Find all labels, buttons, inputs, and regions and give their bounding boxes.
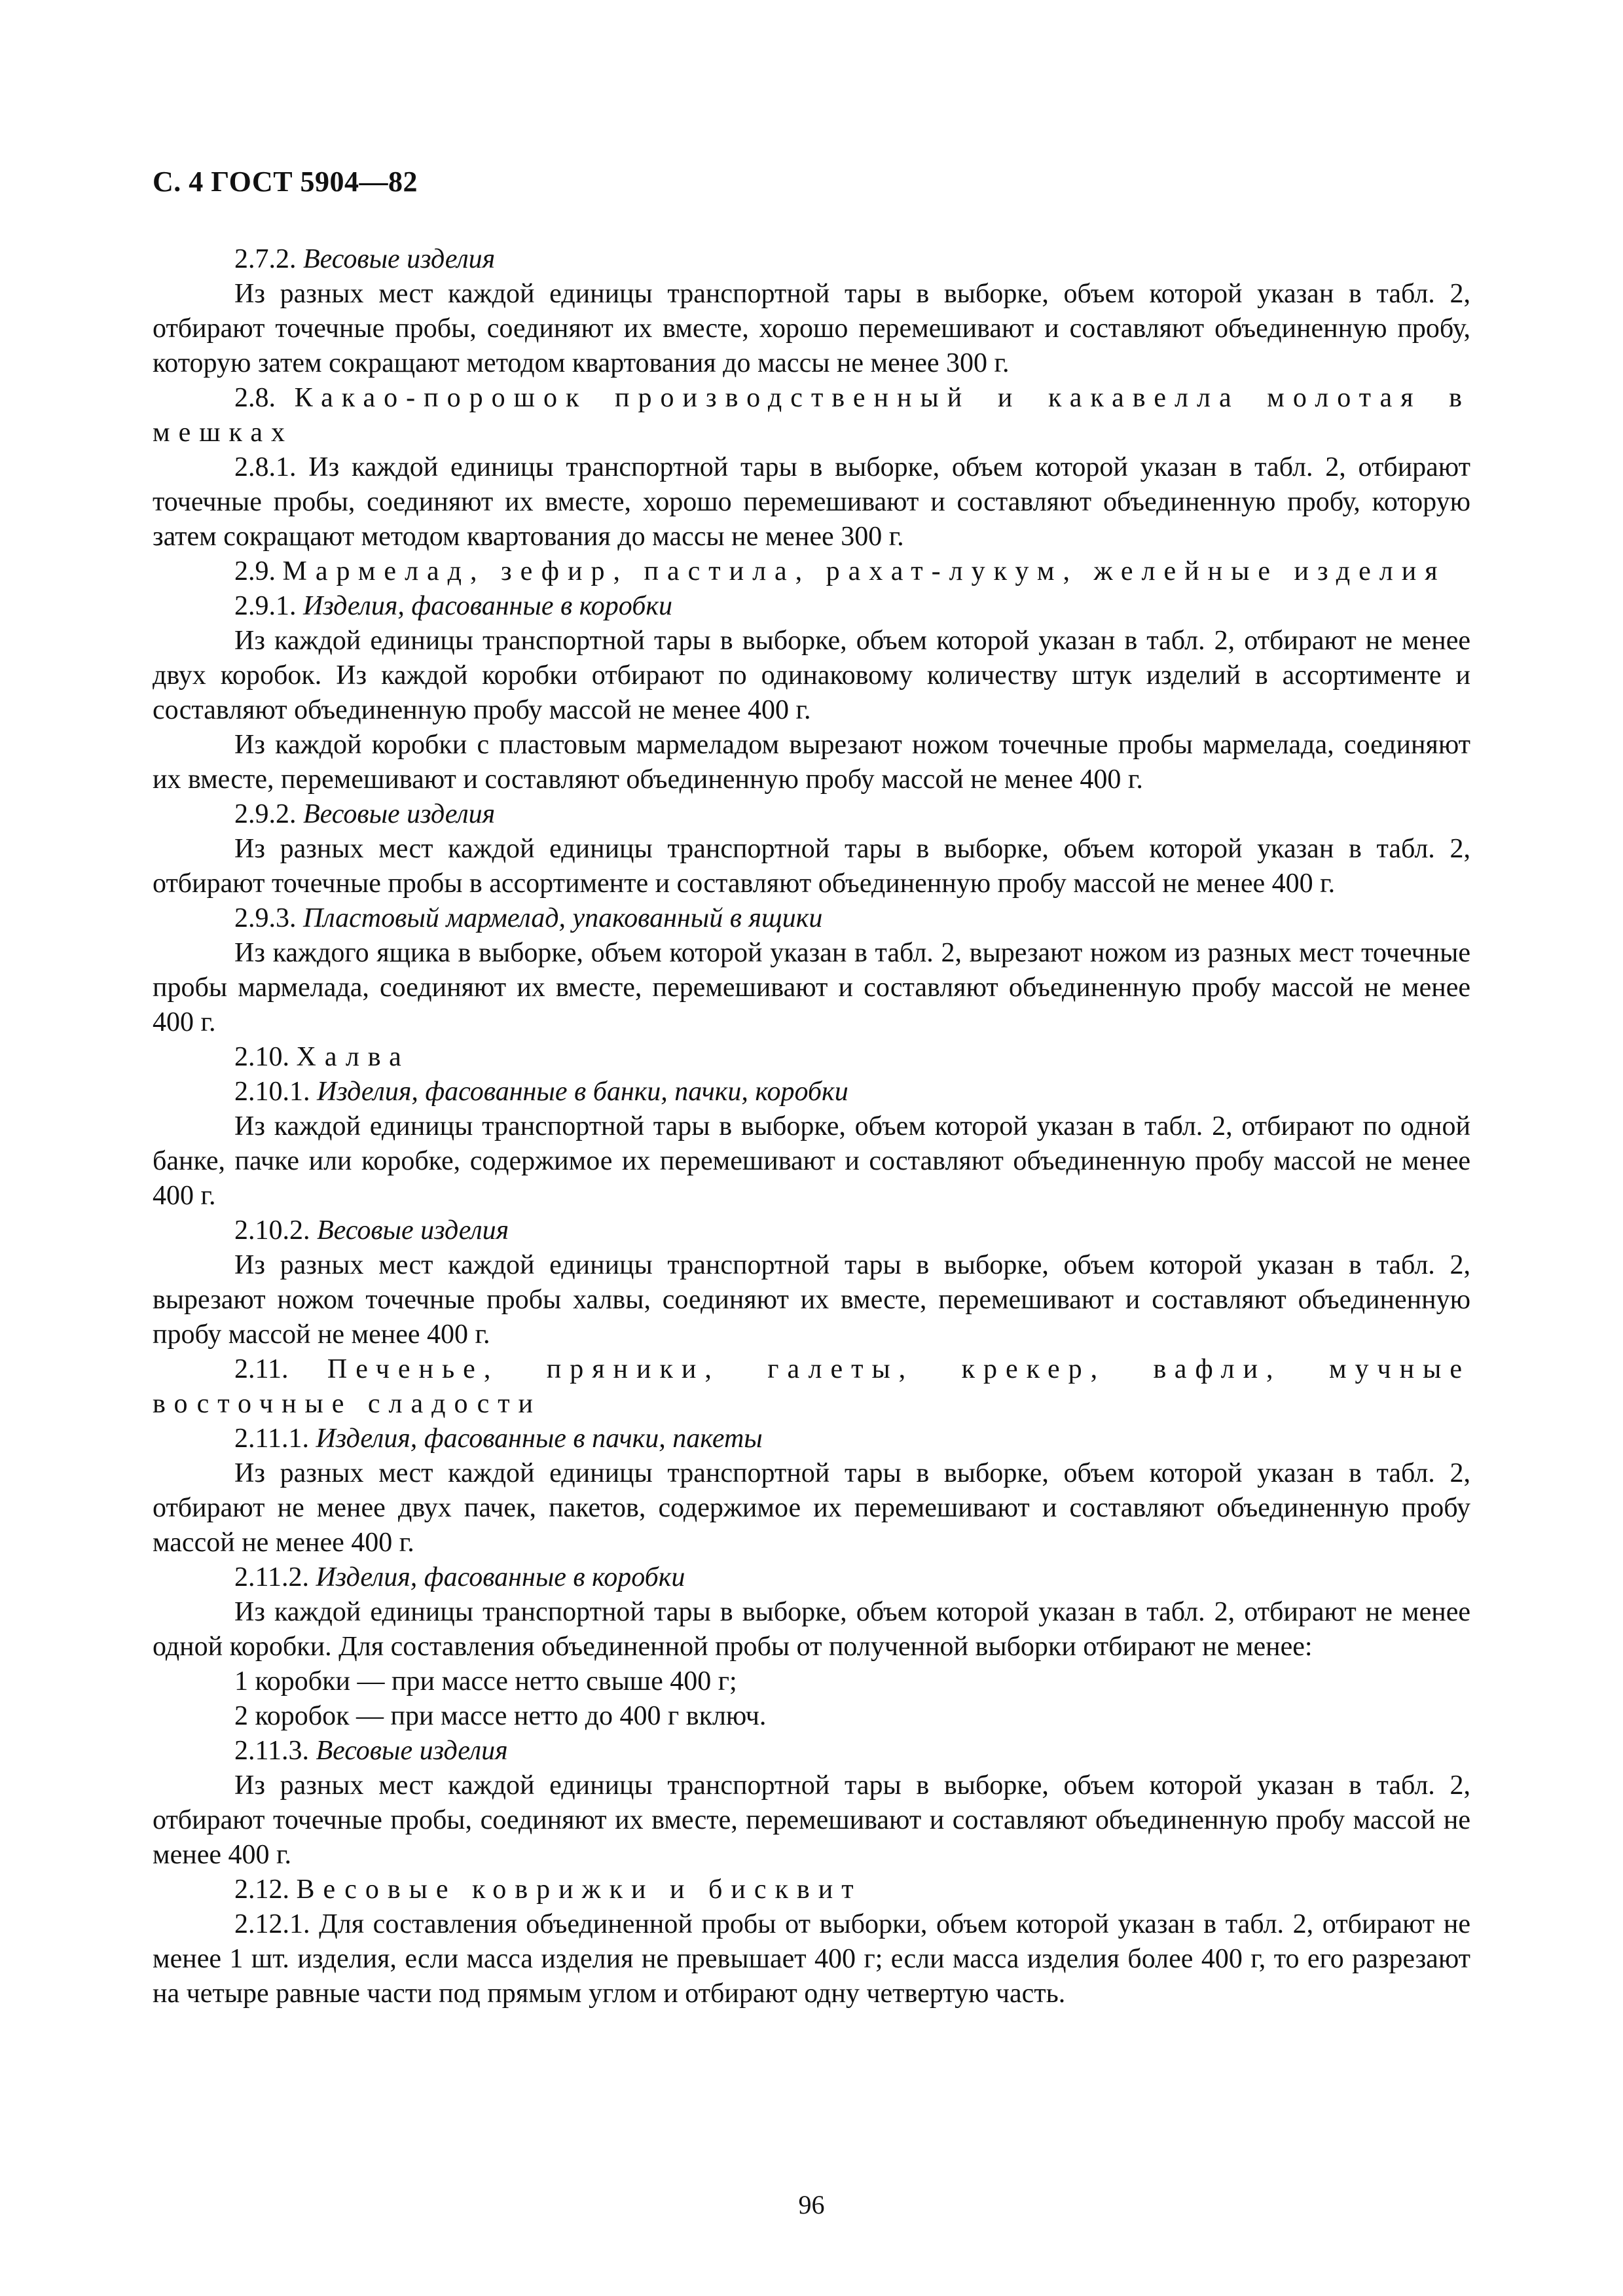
subsection-heading — [153, 589, 1470, 624]
page-number: 96 — [798, 2190, 825, 2219]
body-paragraph: Из разных мест каждой единицы транспортной тары в выборке, объем которой указан в табл. 2, вырезают ножом точечные пробы халвы, соединяют их вместе, перемешивают и составляют объединенную пробу массой не менее 400 г. — [153, 1250, 1470, 1350]
body-paragraph: Из каждой коробки с пластовым мармеладом вырезают ножом точечные пробы мармелада, соединяют их вместе, перемешивают и составляют объединенную пробу массой не менее 400 г. — [153, 730, 1470, 795]
page-header: С. 4 ГОСТ 5904—82 — [153, 166, 418, 198]
section-number: 2.9.2. — [234, 799, 297, 829]
section-title: Изделия, фасованные в пачки, пакеты — [316, 1424, 763, 1454]
section-title: Печенье, пряники, галеты, крекер, вафли, мучные восточные сладости — [153, 1354, 1470, 1419]
section-number: 2.9. — [234, 556, 276, 586]
body-paragraph: Из каждого ящика в выборке, объем которой указан в табл. 2, вырезают ножом из разных мест точечные пробы мармелада, соединяют их вместе, перемешивают и составляют объединенную пробу массой не менее 400 г. — [153, 938, 1470, 1037]
section-number: 2.10.2. — [234, 1215, 310, 1246]
subsection-heading — [153, 797, 1470, 832]
section-number: 2.9.3. — [234, 903, 297, 933]
section-number: 2.10. — [234, 1042, 289, 1072]
body-paragraph: Из разных мест каждой единицы транспортной тары в выборке, объем которой указан в табл. 2, отбирают точечные пробы, соединяют их вместе, перемешивают и составляют объединенную пробу массой не менее 400 г. — [153, 1770, 1470, 1870]
section-title: Весовые коврижки и бисквит — [296, 1874, 862, 1905]
section-number: 2.12. — [234, 1874, 289, 1905]
section-title: Какао-порошок производственный и какавелла молотая в мешках — [153, 383, 1471, 448]
section-number: 2.9.1. — [234, 591, 297, 621]
section-heading — [153, 1352, 1470, 1422]
section-title: Весовые изделия — [316, 1736, 508, 1766]
body-paragraph: 2.8.1. Из каждой единицы транспортной тары в выборке, объем которой указан в табл. 2, отбирают точечные пробы, соединяют их вместе, хорошо перемешивают и составляют объединенную пробу, которую затем сокращают методом квартования до массы не менее 300 г. — [153, 452, 1470, 552]
body-paragraph: Из разных мест каждой единицы транспортной тары в выборке, объем которой указан в табл. 2, отбирают не менее двух пачек, пакетов, содержимое их перемешивают и составляют объединенную пробу массой не менее 400 г. — [153, 1458, 1470, 1558]
subsection-heading — [153, 242, 1470, 277]
section-number: 2.10.1. — [234, 1077, 310, 1107]
subsection-heading — [153, 901, 1470, 936]
section-heading — [153, 1040, 1470, 1075]
section-number: 2.11. — [234, 1354, 289, 1384]
body-paragraph: Из каждой единицы транспортной тары в выборке, объем которой указан в табл. 2, отбирают не менее одной коробки. Для составления объединенной пробы от полученной выборки отбирают не менее: — [153, 1597, 1470, 1662]
body-paragraph: Из разных мест каждой единицы транспортной тары в выборке, объем которой указан в табл. 2, отбирают точечные пробы в ассортименте и составляют объединенную пробу массой не менее 400 г. — [153, 834, 1470, 899]
section-number: 2.11.2. — [234, 1562, 309, 1592]
document-body — [153, 242, 1470, 2011]
section-number: 2.11.1. — [234, 1424, 309, 1454]
section-title: Весовые изделия — [303, 244, 496, 274]
section-number: 2.8. — [234, 383, 276, 413]
section-title: Весовые изделия — [317, 1215, 509, 1246]
section-title: Халва — [296, 1042, 410, 1072]
subsection-heading — [153, 1560, 1470, 1595]
section-title: Изделия, фасованные в банки, пачки, коробки — [317, 1077, 848, 1107]
section-title: Изделия, фасованные в коробки — [316, 1562, 685, 1592]
body-paragraph: 1 коробки — при массе нетто свыше 400 г; — [234, 1666, 737, 1696]
subsection-heading — [153, 1075, 1470, 1109]
body-paragraph: 2 коробок — при массе нетто до 400 г включ. — [234, 1701, 767, 1731]
section-number: 2.11.3. — [234, 1736, 309, 1766]
section-title: Весовые изделия — [303, 799, 496, 829]
body-paragraph: Из каждой единицы транспортной тары в выборке, объем которой указан в табл. 2, отбирают не менее двух коробок. Из каждой коробки отбирают по одинаковому количеству штук изделий в ассортименте и составляют объединенную пробу массой не менее 400 г. — [153, 626, 1470, 725]
section-heading — [153, 381, 1470, 450]
body-paragraph: Из каждой единицы транспортной тары в выборке, объем которой указан в табл. 2, отбирают по одной банке, пачке или коробке, содержимое их перемешивают и составляют объединенную пробу массой не менее 400 г. — [153, 1111, 1470, 1211]
subsection-heading — [153, 1213, 1470, 1248]
section-title: Мармелад, зефир, пастила, рахат-лукум, желейные изделия — [282, 556, 1446, 586]
body-paragraph: Из разных мест каждой единицы транспортной тары в выборке, объем которой указан в табл. 2, отбирают точечные пробы, соединяют их вместе, хорошо перемешивают и составляют объединенную пробу, которую затем сокращают методом квартования до массы не менее 300 г. — [153, 279, 1470, 378]
section-heading — [153, 554, 1470, 589]
subsection-heading — [153, 1734, 1470, 1768]
page-frame — [153, 0, 1470, 2296]
section-title: Изделия, фасованные в коробки — [303, 591, 672, 621]
section-number: 2.7.2. — [234, 244, 297, 274]
section-title: Пластовый мармелад, упакованный в ящики — [303, 903, 823, 933]
body-paragraph: 2.12.1. Для составления объединенной пробы от выборки, объем которой указан в табл. 2, отбирают не менее 1 шт. изделия, если масса изделия не превышает 400 г; если масса изделия более 400 г, то его разрезают на четыре равные части под прямым углом и отбирают одну четвертую часть. — [153, 1909, 1470, 2009]
subsection-heading — [153, 1422, 1470, 1456]
section-heading — [153, 1873, 1470, 1907]
